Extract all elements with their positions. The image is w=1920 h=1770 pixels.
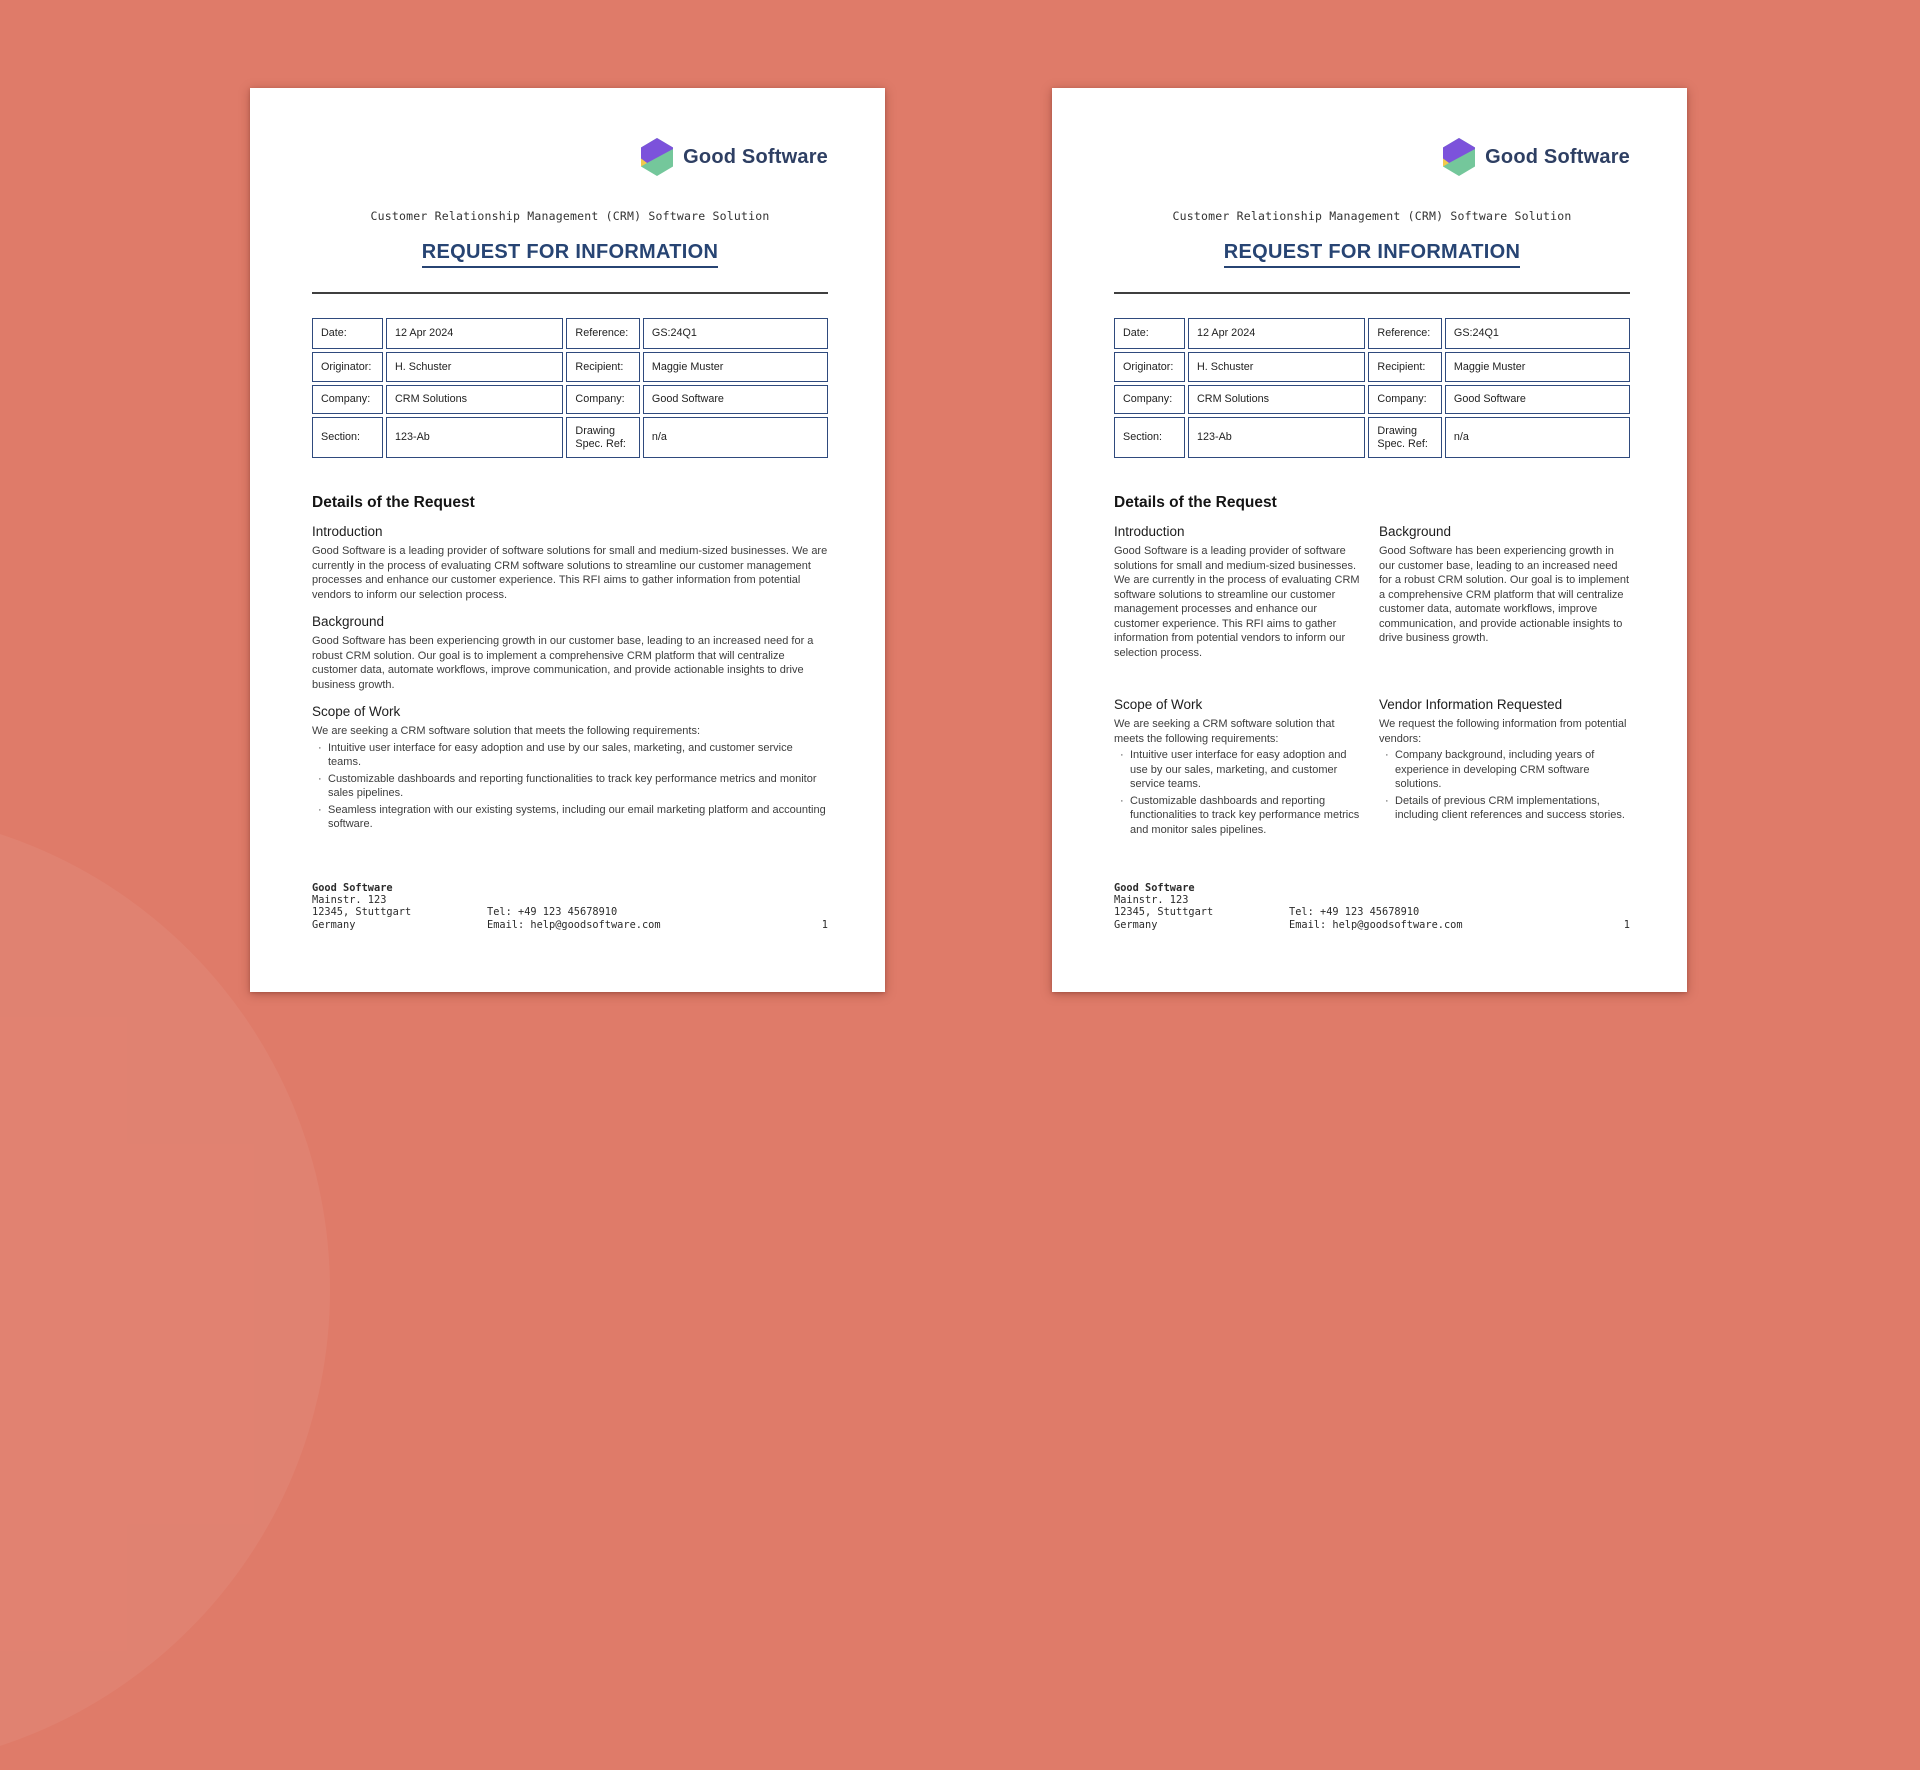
introduction-text: Good Software is a leading provider of software solutions for small and medium-sized businesses. We are currently in the process of evaluating CRM software solutions to streamline our customer management processes and enhance our customer experience. This RFI aims to gather information from potential vendors to inform our selection process. <box>1114 545 1360 659</box>
document-subtitle: Customer Relationship Management (CRM) Software Solution <box>1172 209 1572 223</box>
footer-contact-block <box>487 906 822 930</box>
footer-address-line: Germany <box>312 918 356 931</box>
table-cell-value: H. Schuster <box>386 352 563 382</box>
footer-contact-block <box>1289 906 1624 930</box>
table-row <box>312 352 828 382</box>
details-heading: Details of the Request <box>312 494 475 511</box>
footer-address-line: 12345, Stuttgart <box>1114 906 1214 919</box>
scope-bullet-list <box>1114 748 1365 837</box>
list-item: · Company background, including years of experience in developing CRM software solutions. <box>1395 748 1630 792</box>
column-introduction <box>1114 512 1365 660</box>
scope-heading: Scope of Work <box>1114 697 1203 712</box>
footer-address-block <box>312 882 487 931</box>
introduction-heading: Introduction <box>1114 524 1185 539</box>
table-cell-label: Recipient: <box>1368 352 1442 382</box>
table-cell-value: Good Software <box>643 385 828 414</box>
document-page-2 <box>1052 88 1687 992</box>
table-cell-value: GS:24Q1 <box>1445 318 1630 349</box>
table-cell-label: Company: <box>312 385 383 414</box>
page-2-content <box>1052 88 1687 992</box>
introduction-heading: Introduction <box>312 524 383 539</box>
details-heading: Details of the Request <box>1114 494 1277 511</box>
vendor-heading: Vendor Information Requested <box>1379 697 1563 712</box>
table-cell-value: 12 Apr 2024 <box>1188 318 1365 349</box>
table-cell-label: Section: <box>312 417 383 458</box>
footer-email: Email: help@goodsoftware.com <box>487 918 661 931</box>
table-cell-value: Maggie Muster <box>643 352 828 382</box>
table-cell-value: 123-Ab <box>1188 417 1365 458</box>
header-divider <box>312 292 828 294</box>
footer-tel: Tel: +49 123 45678910 <box>1289 906 1420 919</box>
title-wrap <box>312 241 828 268</box>
table-cell-label: Recipient: <box>566 352 640 382</box>
list-item: · Customizable dashboards and reporting functionalities to track key performance metrics and monitor sales pipelines. <box>1130 794 1365 838</box>
footer-address-line: Mainstr. 123 <box>312 894 387 907</box>
document-subtitle: Customer Relationship Management (CRM) Software Solution <box>370 209 770 223</box>
two-column-body <box>1114 512 1630 839</box>
scope-heading: Scope of Work <box>312 704 401 719</box>
vendor-lead: We request the following information from potential vendors: <box>1379 718 1627 745</box>
table-row <box>312 417 828 458</box>
info-table <box>309 315 831 461</box>
footer-address-line: 12345, Stuttgart <box>312 906 412 919</box>
title-wrap <box>1114 241 1630 268</box>
table-cell-label: Reference: <box>566 318 640 349</box>
good-software-logo-icon <box>641 138 673 176</box>
document-page-1 <box>250 88 885 992</box>
table-cell-value: CRM Solutions <box>1188 385 1365 414</box>
background-text: Good Software has been experiencing growth in our customer base, leading to an increased need for a robust CRM solution. Our goal is to implement a comprehensive CRM platform that will centralize customer data, automate workflows, improve communication, and provide actionable insights to drive business growth. <box>1379 545 1630 644</box>
page-number: 1 <box>1623 918 1630 931</box>
company-logo <box>1114 137 1630 177</box>
table-cell-value: Good Software <box>1445 385 1630 414</box>
list-item: · Seamless integration with our existing systems, including our email marketing platform and accounting software. <box>328 803 828 832</box>
table-cell-label: Reference: <box>1368 318 1442 349</box>
page-footer <box>1114 882 1630 931</box>
column-vendor <box>1379 685 1630 839</box>
footer-company: Good Software <box>312 882 393 894</box>
table-cell-value: GS:24Q1 <box>643 318 828 349</box>
table-cell-value: n/a <box>643 417 828 458</box>
logo-text: Good Software <box>1485 145 1630 168</box>
table-row <box>312 385 828 414</box>
column-background <box>1379 512 1630 660</box>
table-cell-value: Maggie Muster <box>1445 352 1630 382</box>
table-cell-label: Drawing Spec. Ref: <box>566 417 640 458</box>
footer-address-line: Germany <box>1114 918 1158 931</box>
table-cell-value: 12 Apr 2024 <box>386 318 563 349</box>
table-row <box>312 318 828 349</box>
table-cell-label: Originator: <box>312 352 383 382</box>
table-cell-label: Date: <box>1114 318 1185 349</box>
table-cell-value: CRM Solutions <box>386 385 563 414</box>
list-item: · Intuitive user interface for easy adoption and use by our sales, marketing, and customer service teams. <box>328 741 828 770</box>
table-cell-value: 123-Ab <box>386 417 563 458</box>
list-item: · Intuitive user interface for easy adoption and use by our sales, marketing, and customer service teams. <box>1130 748 1365 792</box>
table-cell-label: Section: <box>1114 417 1185 458</box>
table-row <box>1114 417 1630 458</box>
footer-company: Good Software <box>1114 882 1195 894</box>
table-cell-value: n/a <box>1445 417 1630 458</box>
header-divider <box>1114 292 1630 294</box>
table-cell-label: Company: <box>1114 385 1185 414</box>
document-title: REQUEST FOR INFORMATION <box>422 241 719 268</box>
page-number: 1 <box>821 918 828 931</box>
footer-email: Email: help@goodsoftware.com <box>1289 918 1463 931</box>
table-cell-label: Drawing Spec. Ref: <box>1368 417 1442 458</box>
scope-lead: We are seeking a CRM software solution that meets the following requirements: <box>312 725 701 737</box>
list-item: · Details of previous CRM implementations, including client references and success stories. <box>1395 794 1630 823</box>
background-text: Good Software has been experiencing growth in our customer base, leading to an increased need for a robust CRM solution. Our goal is to implement a comprehensive CRM platform that will centralize customer data, automate workflows, improve communication, and provide actionable insights to drive business growth. <box>312 635 814 691</box>
vendor-bullet-list <box>1379 748 1630 823</box>
table-row <box>1114 318 1630 349</box>
footer-address-block <box>1114 882 1289 931</box>
company-logo <box>312 137 828 177</box>
scope-bullet-list <box>312 741 828 832</box>
good-software-logo-icon <box>1443 138 1475 176</box>
introduction-text: Good Software is a leading provider of software solutions for small and medium-sized businesses. We are currently in the process of evaluating CRM software solutions to streamline our customer management processes and enhance our customer experience. This RFI aims to gather information from potential vendors to inform our selection process. <box>312 545 828 601</box>
background-heading: Background <box>1379 524 1452 539</box>
scope-lead: We are seeking a CRM software solution that meets the following requirements: <box>1114 718 1335 745</box>
table-cell-label: Date: <box>312 318 383 349</box>
page-1-content <box>250 88 885 992</box>
footer-address-line: Mainstr. 123 <box>1114 894 1189 907</box>
table-row <box>1114 385 1630 414</box>
column-scope <box>1114 685 1365 839</box>
background-heading: Background <box>312 614 385 629</box>
table-cell-value: H. Schuster <box>1188 352 1365 382</box>
table-cell-label: Company: <box>566 385 640 414</box>
info-table <box>1111 315 1633 461</box>
table-row <box>1114 352 1630 382</box>
list-item: · Customizable dashboards and reporting functionalities to track key performance metrics and monitor sales pipelines. <box>328 772 828 801</box>
table-cell-label: Originator: <box>1114 352 1185 382</box>
document-title: REQUEST FOR INFORMATION <box>1224 241 1521 268</box>
logo-text: Good Software <box>683 145 828 168</box>
footer-tel: Tel: +49 123 45678910 <box>487 906 618 919</box>
page-footer <box>312 882 828 931</box>
table-cell-label: Company: <box>1368 385 1442 414</box>
